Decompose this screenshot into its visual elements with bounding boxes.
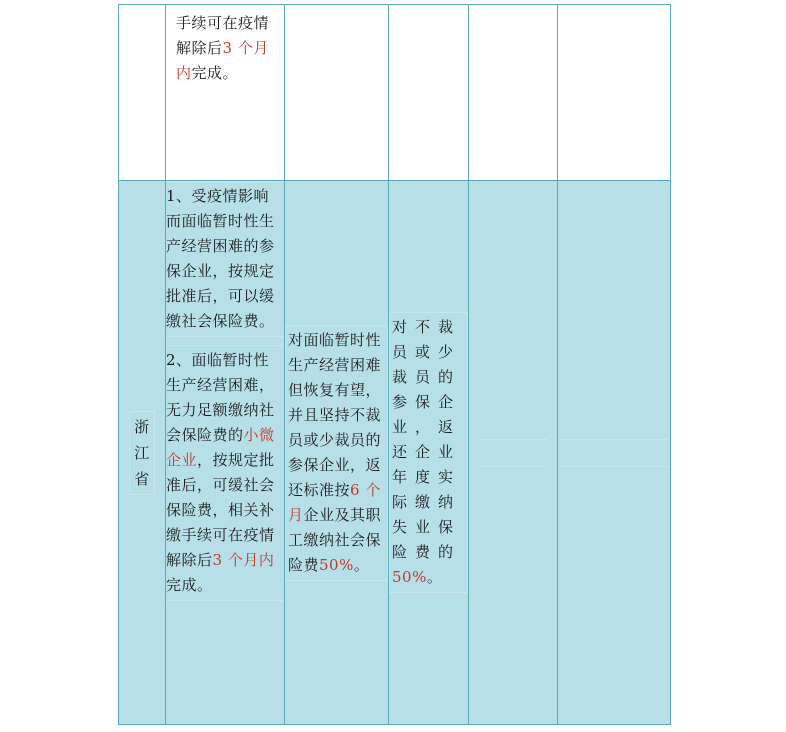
deferral-policy-text xyxy=(166,5,284,86)
table-row-previous-province xyxy=(119,5,671,181)
empty-cell xyxy=(558,181,671,725)
province-cell-empty xyxy=(119,5,166,181)
text-segment: 完成。 xyxy=(191,64,239,82)
highlight-text: 50% xyxy=(392,568,427,586)
deferral-policy-paragraph-1: 1、受疫情影响而面临暂时性生产经营困难的参保企业，按规定批准后，可以缓缴社会保险费。 xyxy=(166,181,284,337)
text-segment: 企业及其职工缴纳社会保险费 xyxy=(288,505,382,574)
highlight-text: 6 个月 xyxy=(288,480,381,524)
empty-cell xyxy=(469,5,558,181)
highlight-text: 50% xyxy=(319,555,354,574)
text-segment: 。 xyxy=(353,555,370,574)
province-name: 浙江省 xyxy=(129,411,155,495)
text-segment: 手续可在疫情解除后 xyxy=(176,14,270,57)
empty-placeholder xyxy=(560,439,668,467)
refund-policy-cell xyxy=(285,181,389,725)
text-segment: 。 xyxy=(426,568,450,586)
deferral-policy-cell xyxy=(166,5,285,181)
text-segment: ，按规定批准后，可缓社会保险费，相关补缴手续可在疫情解除后 xyxy=(166,451,275,569)
empty-cell xyxy=(389,5,469,181)
unemployment-refund-text xyxy=(389,312,468,593)
deferral-policy-cell xyxy=(166,181,285,725)
province-cell xyxy=(119,181,166,725)
highlight-text: 3 个月内 xyxy=(176,39,269,82)
policy-table xyxy=(118,4,671,725)
empty-cell xyxy=(285,5,389,181)
unemployment-refund-cell xyxy=(389,181,469,725)
highlight-text: 小微企业 xyxy=(166,426,275,469)
empty-placeholder xyxy=(479,439,547,467)
text-segment: 对不裁员或少裁员的参保企业，返还企业年度实际缴纳失业保险费的 xyxy=(392,318,462,561)
empty-cell xyxy=(469,181,558,725)
text-segment: 2、面临暂时性生产经营困难，无力足额缴纳社会保险费的 xyxy=(166,351,275,444)
highlight-text: 3 个月内 xyxy=(212,551,275,569)
deferral-policy-paragraph-2 xyxy=(166,345,284,601)
text-segment: 完成。 xyxy=(166,576,213,594)
text-segment: 对面临暂时性生产经营困难但恢复有望，并且坚持不裁员或少裁员的参保企业，返还标准按 xyxy=(288,330,382,499)
refund-policy-text xyxy=(285,325,388,581)
empty-cell xyxy=(558,5,671,181)
table-row-zhejiang xyxy=(119,181,671,725)
